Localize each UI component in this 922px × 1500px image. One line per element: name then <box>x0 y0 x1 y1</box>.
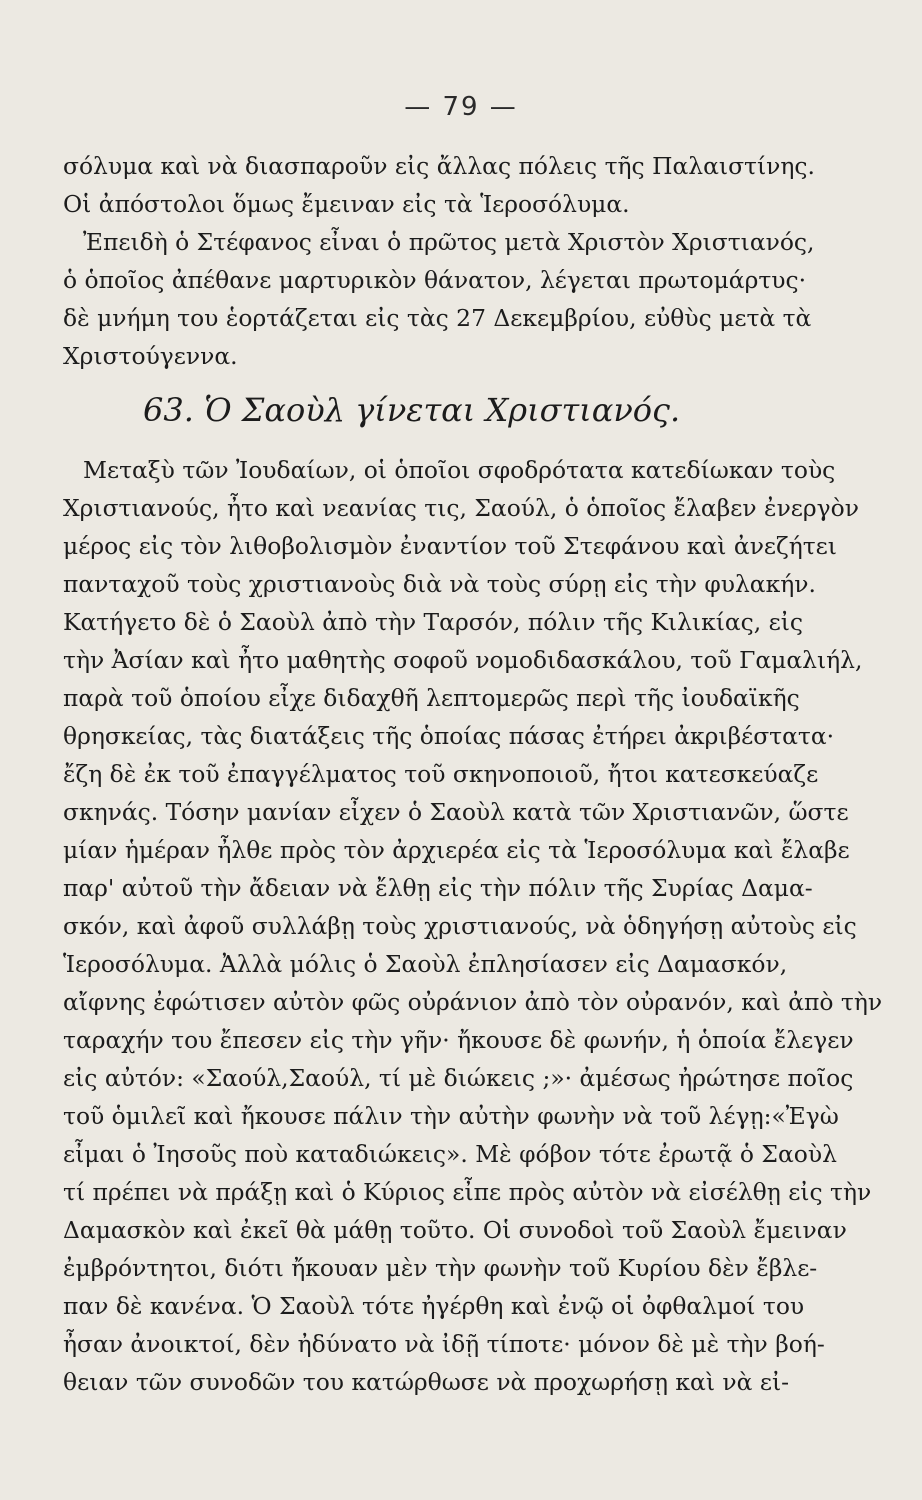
text-line: τὴν Ἀσίαν καὶ ἦτο μαθητὴς σοφοῦ νομοδιδασκάλου, τοῦ Γαμαλιήλ, <box>63 646 863 674</box>
text-line: Χριστούγεννα. <box>63 342 238 370</box>
text-line: Δαμασκὸν καὶ ἐκεῖ θὰ μάθῃ τοῦτο. Οἱ συνοδοὶ τοῦ Σαοὺλ ἔμειναν <box>63 1216 847 1244</box>
text-line: μίαν ἡμέραν ἦλθε πρὸς τὸν ἀρχιερέα εἰς τὰ Ἱεροσόλυμα καὶ ἔλαβε <box>63 836 850 864</box>
text-line: ἦσαν ἀνοικτοί, δὲν ἠδύνατο νὰ ἰδῇ τίποτε· μόνον δὲ μὲ τὴν βοή- <box>63 1330 825 1358</box>
text-line: θειαν τῶν συνοδῶν του κατώρθωσε νὰ προχωρήσῃ καὶ νὰ εἰ- <box>63 1368 790 1396</box>
text-line: θρησκείας, τὰς διατάξεις τῆς ὁποίας πάσας ἐτήρει ἀκριβέστατα· <box>63 722 835 750</box>
text-line: ταραχήν του ἔπεσεν εἰς τὴν γῆν· ἤκουσε δὲ φωνήν, ἡ ὁποία ἔλεγεν <box>63 1026 854 1054</box>
text-line: πανταχοῦ τοὺς χριστιανοὺς διὰ νὰ τοὺς σύρῃ εἰς τὴν φυλακήν. <box>63 570 816 598</box>
text-line: παρ' αὐτοῦ τὴν ἄδειαν νὰ ἔλθῃ εἰς τὴν πόλιν τῆς Συρίας Δαμα- <box>63 874 813 902</box>
text-line: Μεταξὺ τῶν Ἰουδαίων, οἱ ὁποῖοι σφοδρότατα κατεδίωκαν τοὺς <box>83 456 836 484</box>
text-line: αἴφνης ἐφώτισεν αὐτὸν φῶς οὐράνιον ἀπὸ τὸν οὐρανόν, καὶ ἀπὸ τὴν <box>63 988 883 1016</box>
text-line: παν δὲ κανένα. Ὁ Σαοὺλ τότε ἠγέρθη καὶ ἐνῷ οἱ ὀφθαλμοί του <box>63 1292 805 1320</box>
text-line: μέρος εἰς τὸν λιθοβολισμὸν ἐναντίον τοῦ Στεφάνου καὶ ἀνεζήτει <box>63 532 837 560</box>
text-line: Ἐπειδὴ ὁ Στέφανος εἶναι ὁ πρῶτος μετὰ Χριστὸν Χριστιανός, <box>83 228 815 256</box>
page-text <box>63 147 883 1401</box>
text-line: εἶμαι ὁ Ἰησοῦς ποὺ καταδιώκεις». Μὲ φόβον τότε ἐρωτᾷ ὁ Σαοὺλ <box>63 1140 837 1168</box>
text-line: Οἱ ἀπόστολοι ὅμως ἔμειναν εἰς τὰ Ἱεροσόλυμα. <box>63 190 630 218</box>
text-line: Κατήγετο δὲ ὁ Σαοὺλ ἀπὸ τὴν Ταρσόν, πόλιν τῆς Κιλικίας, εἰς <box>63 608 804 636</box>
text-line: παρὰ τοῦ ὁποίου εἶχε διδαχθῆ λεπτομερῶς περὶ τῆς ἰουδαϊκῆς <box>63 684 800 712</box>
text-line: ἔζη δὲ ἐκ τοῦ ἐπαγγέλματος τοῦ σκηνοποιοῦ, ἤτοι κατεσκεύαζε <box>63 760 819 788</box>
text-line: δὲ μνήμη του ἑορτάζεται εἰς τὰς 27 Δεκεμβρίου, εὐθὺς μετὰ τὰ <box>63 304 812 332</box>
text-line: σκηνάς. Τόσην μανίαν εἶχεν ὁ Σαοὺλ κατὰ τῶν Χριστιανῶν, ὥστε <box>63 798 849 826</box>
text-line: σόλυμα καὶ νὰ διασπαροῦν εἰς ἄλλας πόλεις τῆς Παλαιστίνης. <box>63 152 815 180</box>
text-line: εἰς αὐτόν: «Σαούλ,Σαούλ, τί μὲ διώκεις ;»· ἀμέσως ἠρώτησε ποῖος <box>63 1064 854 1092</box>
text-line: Ἱεροσόλυμα. Ἀλλὰ μόλις ὁ Σαοὺλ ἐπλησίασεν εἰς Δαμασκόν, <box>63 950 788 978</box>
page-number: — 79 — <box>404 92 518 122</box>
text-line: τί πρέπει νὰ πράξῃ καὶ ὁ Κύριος εἶπε πρὸς αὐτὸν νὰ εἰσέλθῃ εἰς τὴν <box>63 1178 872 1206</box>
text-line: ὁ ὁποῖος ἀπέθανε μαρτυρικὸν θάνατον, λέγεται πρωτομάρτυς· <box>63 266 807 294</box>
text-line: Χριστιανούς, ἦτο καὶ νεανίας τις, Σαούλ, ὁ ὁποῖος ἔλαβεν ἐνεργὸν <box>63 494 859 522</box>
text-line: τοῦ ὁμιλεῖ καὶ ἤκουσε πάλιν τὴν αὐτὴν φωνὴν νὰ τοῦ λέγῃ:«Ἐγὼ <box>63 1102 839 1130</box>
text-line: ἐμβρόντητοι, διότι ἤκουαν μὲν τὴν φωνὴν τοῦ Κυρίου δὲν ἔβλε- <box>63 1254 818 1282</box>
text-line: σκόν, καὶ ἀφοῦ συλλάβῃ τοὺς χριστιανούς, νὰ ὁδηγήσῃ αὐτοὺς εἰς <box>63 912 857 940</box>
section-heading: 63. Ὁ Σαοὺλ γίνεται Χριστιανός. <box>143 391 681 429</box>
